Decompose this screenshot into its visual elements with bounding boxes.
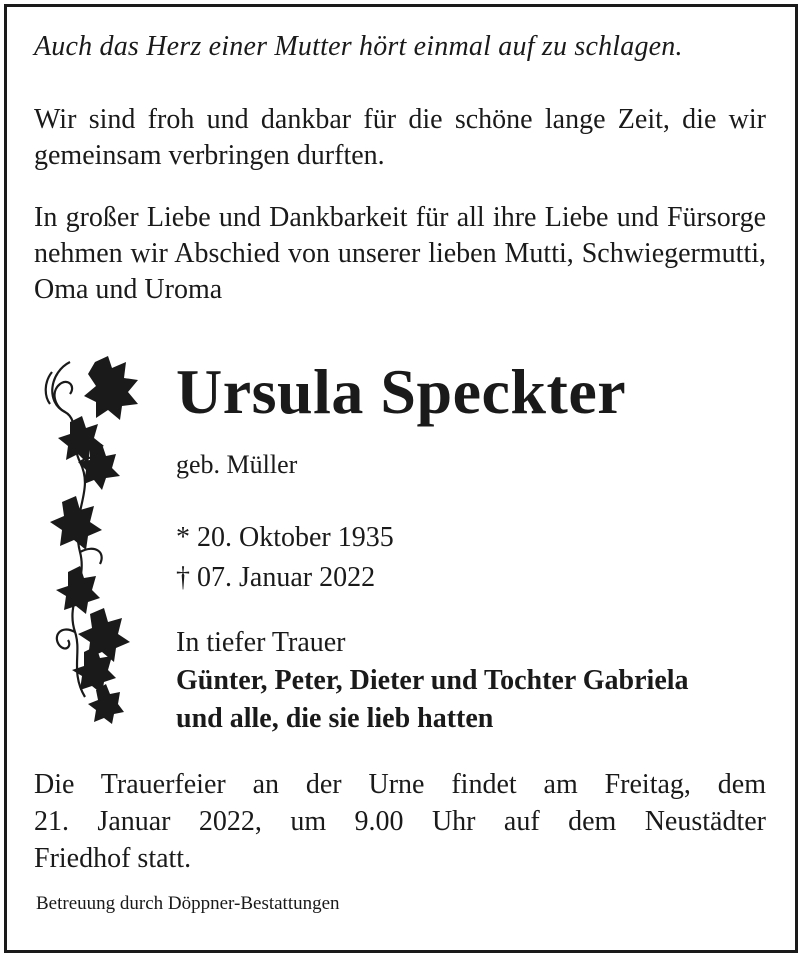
motto: Auch das Herz einer Mutter hört einmal auf zu schlagen. xyxy=(34,31,683,62)
service-line: 21. Januar 2022, um 9.00 Uhr auf dem Neustädter xyxy=(34,806,766,837)
mourners-others: und alle, die sie lieb hatten xyxy=(176,703,494,734)
birth-date: * 20. Oktober 1935 xyxy=(176,522,394,553)
service-line: Friedhof statt. xyxy=(34,843,192,874)
gratitude-paragraph: Wir sind froh und dankbar für die schöne lange Zeit, die wir gemeinsam verbringen durften. xyxy=(34,104,766,171)
service-line: Die Trauerfeier an der Urne findet am Freitag, dem xyxy=(34,769,766,800)
grapevine-ornament-icon xyxy=(40,352,150,732)
farewell-paragraph: In großer Liebe und Dankbarkeit für all ihre Liebe und Fürsorge nehmen wir Abschied von unserer lieben Mutti, Schwiegermutti, Oma und Uroma xyxy=(34,202,766,305)
service-paragraph xyxy=(34,766,766,877)
maiden-name: geb. Müller xyxy=(176,450,298,479)
death-date: † 07. Januar 2022 xyxy=(176,562,376,593)
mourning-intro: In tiefer Trauer xyxy=(176,627,346,658)
funeral-home-credit: Betreuung durch Döppner-Bestattungen xyxy=(36,893,340,914)
life-dates xyxy=(176,518,394,598)
mourners-block xyxy=(176,624,689,738)
deceased-name: Ursula Speckter xyxy=(176,356,627,427)
mourners-names: Günter, Peter, Dieter und Tochter Gabriela xyxy=(176,665,689,696)
